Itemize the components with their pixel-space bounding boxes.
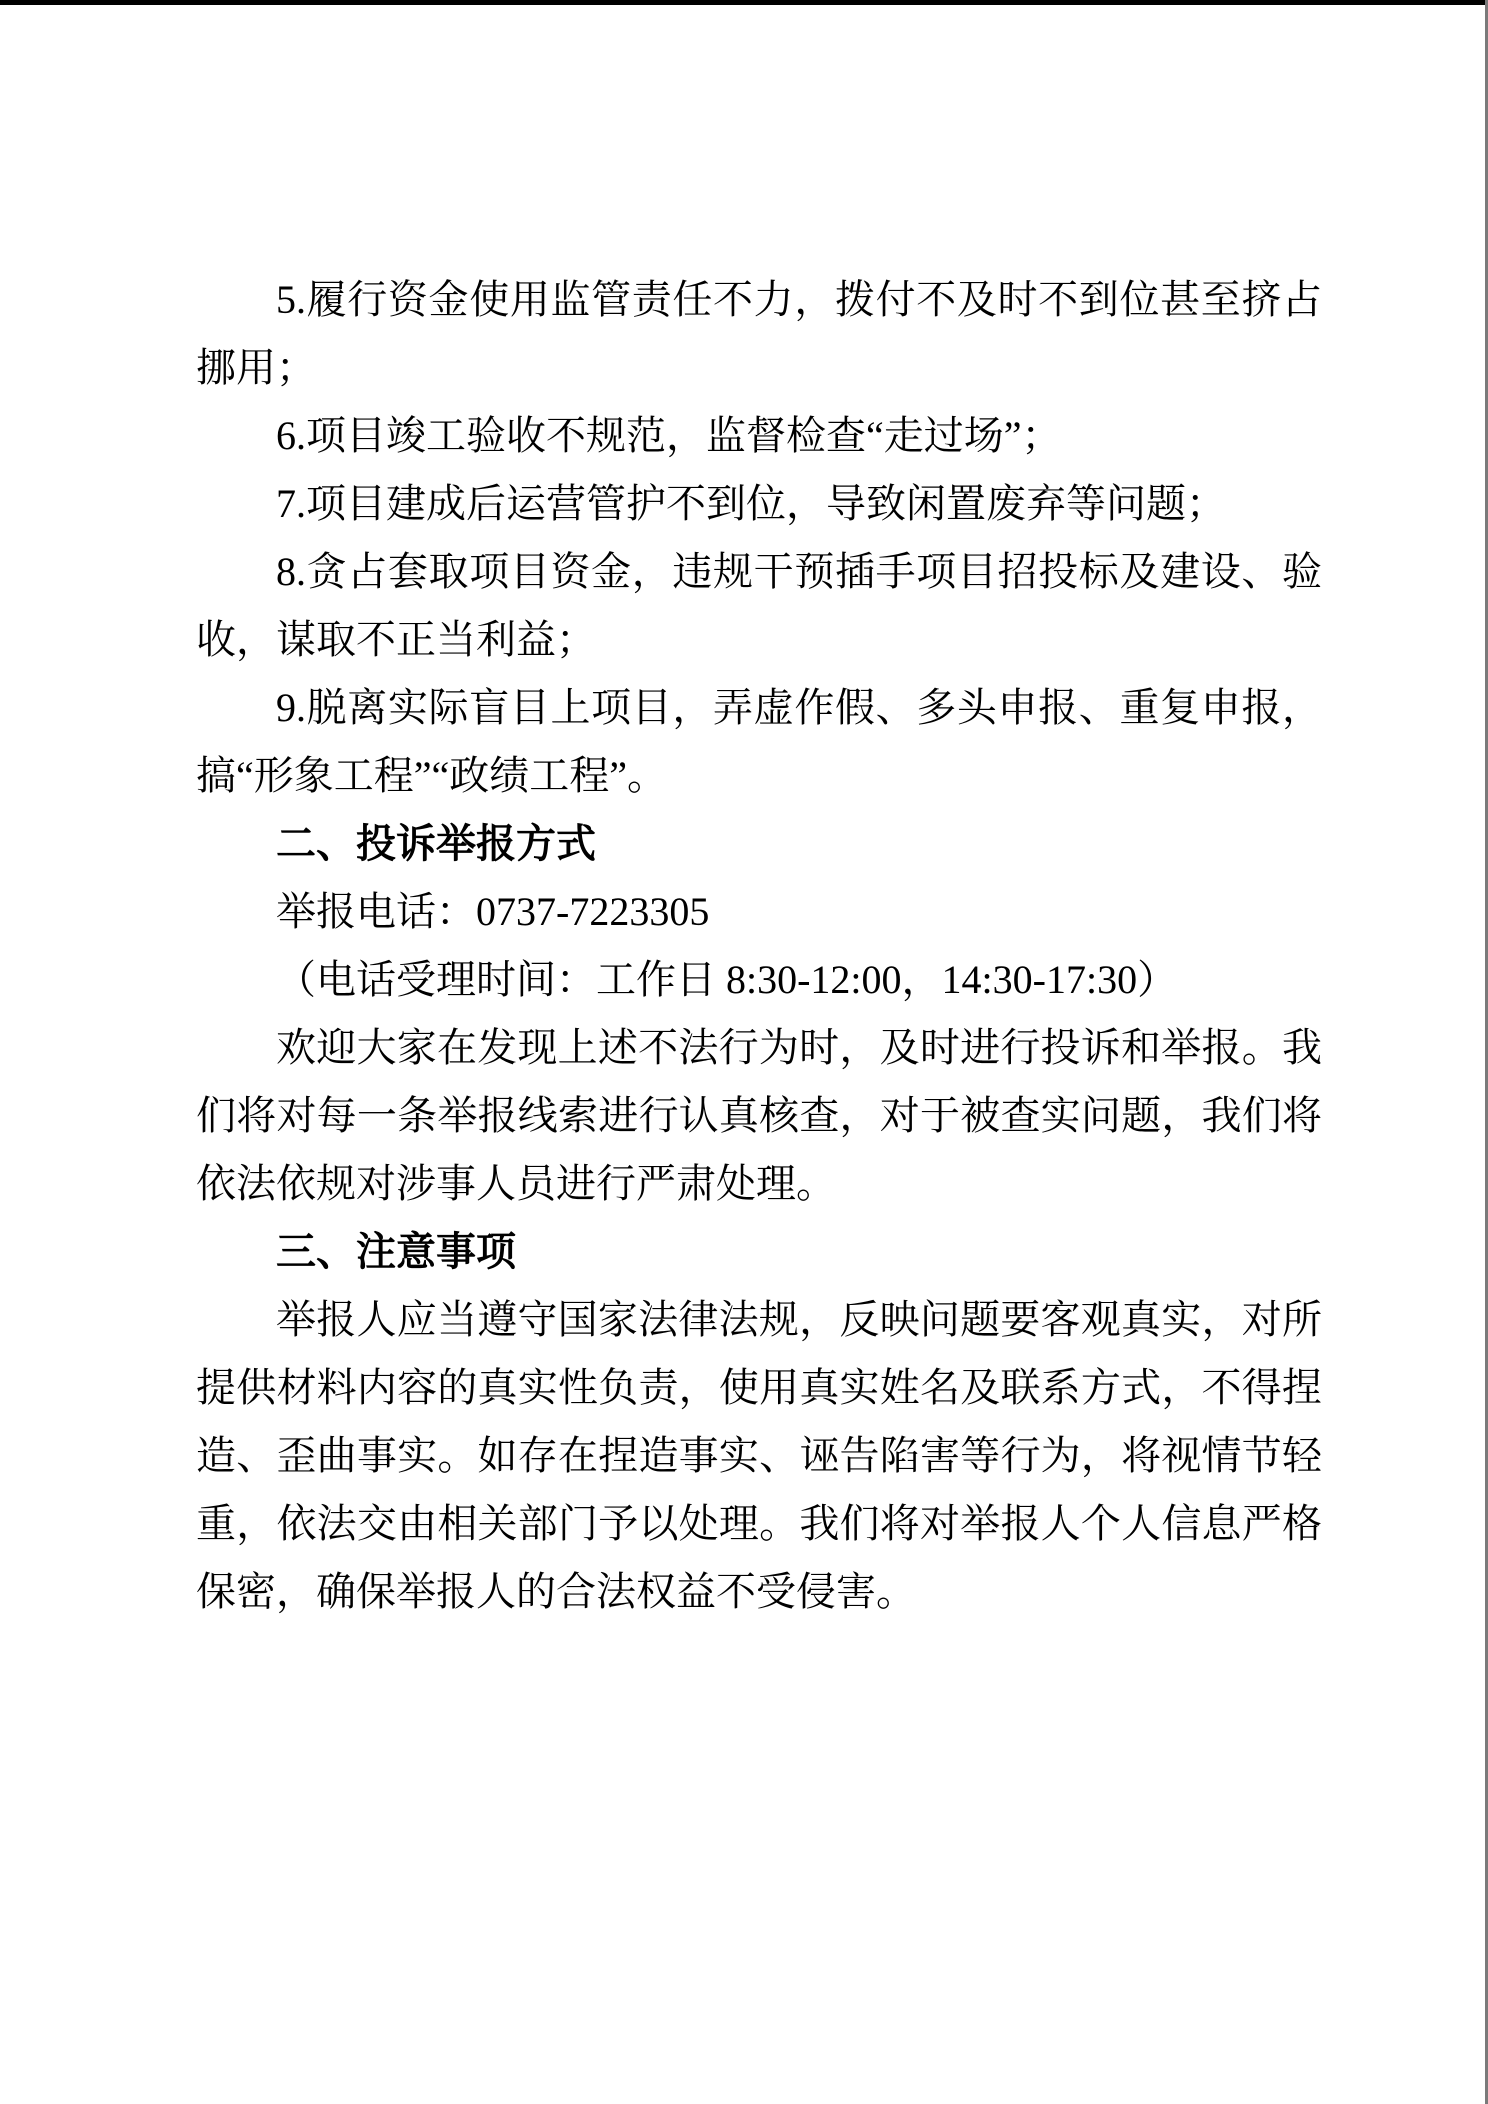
violation-item-6: 6.项目竣工验收不规范，监督检查“走过场”； <box>276 413 1062 458</box>
document-body <box>196 266 1322 1626</box>
report-phone-line: 举报电话：0737-7223305 <box>276 889 710 934</box>
violation-item-8: 8.贪占套取项目资金，违规干预插手项目招投标及建设、验收，谋取不正当利益； <box>196 549 1322 662</box>
violation-item-5: 5.履行资金使用监管责任不力，拨付不及时不到位甚至挤占挪用； <box>196 277 1322 390</box>
section-heading-notices: 三、注意事项 <box>276 1230 516 1274</box>
section-heading-report-methods: 二、投诉举报方式 <box>276 822 596 866</box>
welcome-report-paragraph: 欢迎大家在发现上述不法行为时，及时进行投诉和举报。我们将对每一条举报线索进行认真核查，对于被查实问题，我们将依法依规对涉事人员进行严肃处理。 <box>196 1025 1322 1206</box>
violation-item-7: 7.项目建成后运营管护不到位，导致闲置废弃等问题； <box>276 481 1226 526</box>
top-border-bar <box>0 0 1488 5</box>
violation-item-9: 9.脱离实际盲目上项目，弄虚作假、多头申报、重复申报，搞“形象工程”“政绩工程”。 <box>196 685 1322 798</box>
phone-hours-line: （电话受理时间：工作日 8:30-12:00，14:30-17:30） <box>276 957 1178 1002</box>
notice-paragraph: 举报人应当遵守国家法律法规，反映问题要客观真实，对所提供材料内容的真实性负责，使用真实姓名及联系方式，不得捏造、歪曲事实。如存在捏造事实、诬告陷害等行为，将视情节轻重，依法交由相关部门予以处理。我们将对举报人个人信息严格保密，确保举报人的合法权益不受侵害。 <box>196 1297 1322 1614</box>
